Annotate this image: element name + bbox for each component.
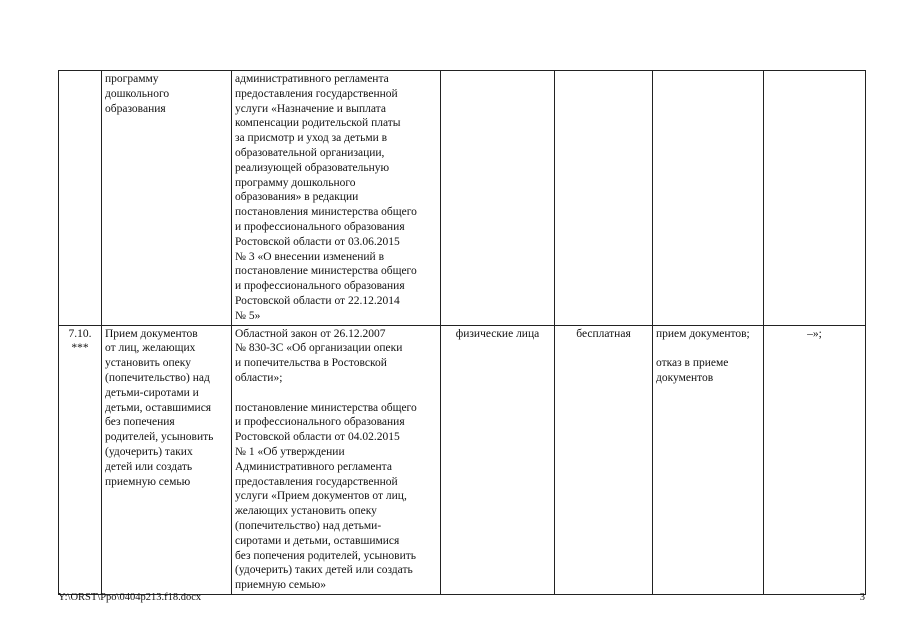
text-line: сиротами и детьми, оставшимися: [235, 534, 400, 547]
text-line: ***: [71, 342, 89, 355]
text-line: детей или создать: [105, 460, 193, 473]
text-line: без попечения родителей, усыновить: [235, 549, 416, 562]
text-line: детьми-сиротами и: [105, 386, 199, 399]
text-line: (удочерить) таких: [105, 445, 193, 458]
text-line: родителей, усыновить: [105, 431, 214, 444]
text-line: документов: [656, 371, 714, 384]
text-line: № 3 «О внесении изменений в: [235, 250, 385, 263]
text-line: Ростовской области от 03.06.2015: [235, 235, 400, 248]
text-line: услуги «Прием документов от лиц,: [235, 490, 407, 503]
text-line: и попечительства в Ростовской: [235, 357, 387, 370]
text-line: отказ в приеме: [656, 357, 729, 370]
text-line: Областной закон от 26.12.2007: [235, 327, 386, 340]
text-line: Ростовской области от 04.02.2015: [235, 431, 400, 444]
cell-service-name: [102, 71, 232, 326]
cell-applicants: [441, 71, 555, 326]
cell-legal-basis: [232, 325, 441, 594]
text-line: и профессионального образования: [235, 280, 405, 293]
text-line: и профессионального образования: [235, 220, 405, 233]
text-line: желающих установить опеку: [235, 505, 377, 518]
cell-applicants: физические лица: [441, 325, 555, 594]
cell-result: [653, 71, 764, 326]
cell-service-name: [102, 325, 232, 594]
cell-notes: –»;: [764, 325, 866, 594]
text-line: Прием документов: [105, 327, 198, 340]
text-line: образования: [105, 102, 166, 115]
text-line: № 5»: [235, 309, 261, 322]
text-line: дошкольного: [105, 87, 170, 100]
text-line: за присмотр и уход за детьми в: [235, 132, 388, 145]
text-line: [656, 341, 760, 356]
text-line: и профессионального образования: [235, 416, 405, 429]
text-line: от лиц, желающих: [105, 342, 196, 355]
file-path: Y:\ORST\Ppo\0404p213.f18.docx: [58, 592, 202, 603]
text-line: установить опеку: [105, 357, 191, 370]
text-line: [235, 386, 437, 401]
text-line: № 1 «Об утверждении: [235, 445, 345, 458]
text-line: образовательной организации,: [235, 146, 385, 159]
table-row-7-10: [59, 325, 866, 594]
cell-notes: [764, 71, 866, 326]
text-line: предоставления государственной: [235, 87, 398, 100]
text-line: 7.10.: [68, 327, 92, 340]
text-line: программу: [105, 73, 159, 85]
cell-number: [59, 71, 102, 326]
text-line: детьми, оставшимися: [105, 401, 212, 414]
text-line: приемную семью»: [235, 579, 327, 592]
text-line: образования» в редакции: [235, 191, 359, 204]
text-line: административного регламента: [235, 73, 389, 85]
text-line: программу дошкольного: [235, 176, 356, 189]
text-line: компенсации родительской платы: [235, 117, 401, 130]
text-line: постановление министерства общего: [235, 265, 417, 278]
cell-number: [59, 325, 102, 594]
text-line: реализующей образовательную: [235, 161, 390, 174]
text-line: № 830-ЗС «Об организации опеки: [235, 342, 403, 355]
text-line: Ростовской области от 22.12.2014: [235, 294, 400, 307]
text-line: (удочерить) таких детей или создать: [235, 564, 413, 577]
text-line: прием документов;: [656, 327, 750, 340]
table-row-continued: [59, 71, 866, 326]
text-line: предоставления государственной: [235, 475, 398, 488]
text-line: приемную семью: [105, 475, 191, 488]
text-line: без попечения: [105, 416, 175, 429]
text-line: услуги «Назначение и выплата: [235, 102, 386, 115]
cell-result: [653, 325, 764, 594]
text-line: области»;: [235, 371, 283, 384]
cell-fee: [555, 71, 653, 326]
text-line: Административного регламента: [235, 460, 392, 473]
text-line: постановления министерства общего: [235, 206, 417, 219]
text-line: постановление министерства общего: [235, 401, 417, 414]
text-line: (попечительство) над: [105, 371, 210, 384]
cell-fee: бесплатная: [555, 325, 653, 594]
cell-legal-basis: [232, 71, 441, 326]
services-table: [58, 70, 866, 595]
text-line: (попечительство) над детьми-: [235, 519, 382, 532]
page-number: 3: [859, 592, 865, 603]
